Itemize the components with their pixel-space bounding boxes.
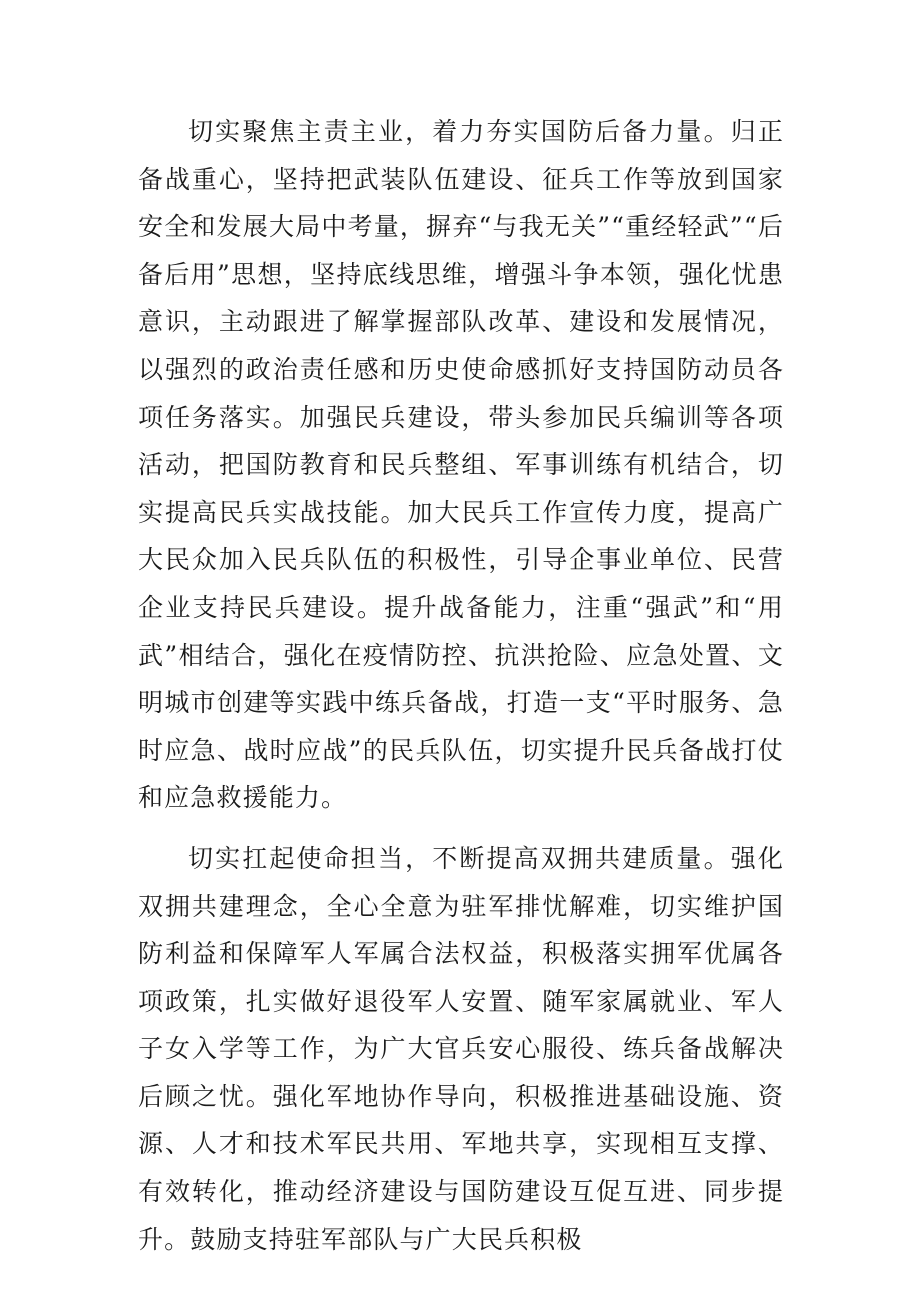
paragraph-1: 切实聚焦主责主业，着力夯实国防后备力量。归正备战重心，坚持把武装队伍建设、征兵工作等放到国家安全和发展大局中考量，摒弃“与我无关”“重经轻武”“后备后用”思想，坚持底线思维，增强斗争本领，强化忧患意识，主动跟进了解掌握部队改革、建设和发展情况，以强烈的政治责任感和历史使命感抓好支持国防动员各项任务落实。加强民兵建设，带头参加民兵编训等各项活动，把国防教育和民兵整组、军事训练有机结合，切实提高民兵实战技能。加大民兵工作宣传力度，提高广大民众加入民兵队伍的积极性，引导企事业单位、民营企业支持民兵建设。提升战备能力，注重“强武”和“用武”相结合，强化在疫情防控、抗洪抢险、应急处置、文明城市创建等实践中练兵备战，打造一支“平时服务、急时应急、战时应战”的民兵队伍，切实提升民兵备战打仗和应急救援能力。: [138, 117, 784, 813]
paragraph-2: 切实扛起使命担当，不断提高双拥共建质量。强化双拥共建理念，全心全意为驻军排忧解难，切实维护国防利益和保障军人军属合法权益，积极落实拥军优属各项政策，扎实做好退役军人安置、随军家属就业、军人子女入学等工作，为广大官兵安心服役、练兵备战解决后顾之忧。强化军地协作导向，积极推进基础设施、资源、人才和技术军民共用、军地共享，实现相互支撑、有效转化，推动经济建设与国防建设互促互进、同步提升。鼓励支持驻军部队与广大民兵积极: [138, 843, 784, 1254]
document-page: [138, 108, 784, 1276]
